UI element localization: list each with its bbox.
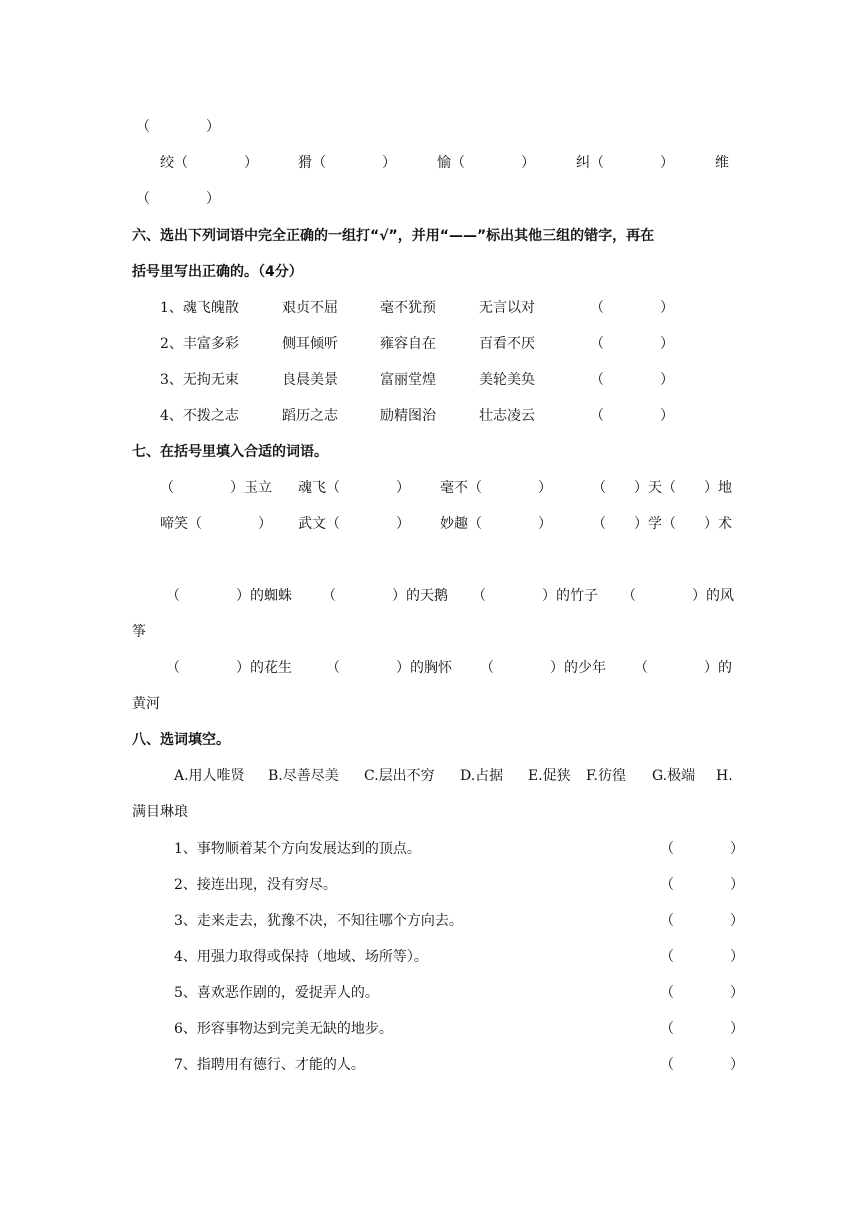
definition-item: 2、接连出现，没有穷尽。 bbox=[174, 877, 337, 893]
fill-item: （ ）的风 bbox=[622, 588, 734, 604]
answer-paren: （ ） bbox=[590, 372, 674, 388]
q6-row-num: 4、不拨之志 bbox=[160, 408, 239, 424]
fill-item-wrap: 筝 bbox=[132, 624, 146, 640]
q6-row-num: 3、无拘无束 bbox=[160, 372, 239, 388]
definition-item: 4、用强力取得或保持（地域、场所等）。 bbox=[174, 949, 428, 965]
paren-line: （ ） bbox=[136, 191, 220, 207]
fill-item: （ ）天（ ）地 bbox=[592, 480, 732, 496]
definition-item: 7、指聘用有德行、才能的人。 bbox=[174, 1057, 365, 1073]
answer-paren: （ ） bbox=[590, 300, 674, 316]
fill-item: （ ）玉立 bbox=[160, 480, 272, 496]
fill-item: （ ）学（ ）术 bbox=[592, 516, 732, 532]
paren-line: （ ） bbox=[136, 119, 220, 135]
q7-title: 七、在括号里填入合适的词语。 bbox=[132, 444, 328, 460]
q8-title: 八、选词填空。 bbox=[132, 732, 230, 748]
q6-word: 美轮美奂 bbox=[479, 372, 535, 388]
q6-word: 无言以对 bbox=[479, 300, 535, 316]
q6-word: 富丽堂煌 bbox=[380, 372, 436, 388]
q6-word: 艰贞不屈 bbox=[282, 300, 338, 316]
answer-paren: （ ） bbox=[660, 841, 744, 857]
q6-title-cont: 括号里写出正确的。（4分） bbox=[132, 264, 303, 280]
q6-word: 壮志凌云 bbox=[479, 408, 535, 424]
definition-item: 5、喜欢恶作剧的，爱捉弄人的。 bbox=[174, 985, 379, 1001]
option-item-wrap: 满目琳琅 bbox=[132, 804, 188, 820]
option-item: C.层出不穷 bbox=[364, 768, 435, 784]
option-item: A.用人唯贤 bbox=[174, 768, 245, 784]
q6-row-num: 1、魂飞魄散 bbox=[160, 300, 239, 316]
fill-item: 武文（ ） bbox=[298, 516, 410, 532]
char-item: 愉（ ） bbox=[437, 155, 535, 171]
fill-item: （ ）的竹子 bbox=[472, 588, 598, 604]
option-item: G.极端 bbox=[652, 768, 696, 784]
q6-word: 毫不犹预 bbox=[380, 300, 436, 316]
fill-item: 毫不（ ） bbox=[440, 480, 552, 496]
fill-item: （ ）的胸怀 bbox=[326, 660, 452, 676]
q6-word: 蹈历之志 bbox=[282, 408, 338, 424]
char-item: 猾（ ） bbox=[298, 155, 396, 171]
fill-item: 魂飞（ ） bbox=[298, 480, 410, 496]
definition-item: 6、形容事物达到完美无缺的地步。 bbox=[174, 1021, 393, 1037]
char-item: 绞（ ） bbox=[160, 155, 258, 171]
answer-paren: （ ） bbox=[660, 877, 744, 893]
answer-paren: （ ） bbox=[590, 336, 674, 352]
fill-item: （ ）的 bbox=[634, 660, 732, 676]
fill-item: （ ）的少年 bbox=[480, 660, 606, 676]
option-item: E.促狭 bbox=[528, 768, 571, 784]
option-item: F.彷徨 bbox=[586, 768, 626, 784]
char-item: 纠（ ） bbox=[576, 155, 674, 171]
fill-item: 妙趣（ ） bbox=[440, 516, 552, 532]
q6-row-num: 2、丰富多彩 bbox=[160, 336, 239, 352]
option-item: B.尽善尽美 bbox=[268, 768, 339, 784]
q6-word: 良晨美景 bbox=[282, 372, 338, 388]
answer-paren: （ ） bbox=[660, 1057, 744, 1073]
q6-word: 百看不厌 bbox=[479, 336, 535, 352]
option-item: H. bbox=[716, 768, 733, 784]
answer-paren: （ ） bbox=[660, 913, 744, 929]
answer-paren: （ ） bbox=[660, 1021, 744, 1037]
fill-item: （ ）的蜘蛛 bbox=[166, 588, 292, 604]
answer-paren: （ ） bbox=[590, 408, 674, 424]
q6-word: 励精图治 bbox=[380, 408, 436, 424]
char-item: 维 bbox=[715, 155, 729, 171]
fill-item: （ ）的花生 bbox=[166, 660, 292, 676]
answer-paren: （ ） bbox=[660, 949, 744, 965]
q6-title: 六、选出下列词语中完全正确的一组打“√”，并用“——”标出其他三组的错字，再在 bbox=[132, 228, 655, 244]
answer-paren: （ ） bbox=[660, 985, 744, 1001]
option-item: D.占据 bbox=[460, 768, 504, 784]
fill-item: 啼笑（ ） bbox=[160, 516, 272, 532]
fill-item-wrap: 黄河 bbox=[132, 696, 160, 712]
q6-word: 雍容自在 bbox=[380, 336, 436, 352]
q6-word: 侧耳倾听 bbox=[282, 336, 338, 352]
definition-item: 3、走来走去，犹豫不决，不知往哪个方向去。 bbox=[174, 913, 463, 929]
definition-item: 1、事物顺着某个方向发展达到的顶点。 bbox=[174, 841, 421, 857]
fill-item: （ ）的天鹅 bbox=[322, 588, 448, 604]
